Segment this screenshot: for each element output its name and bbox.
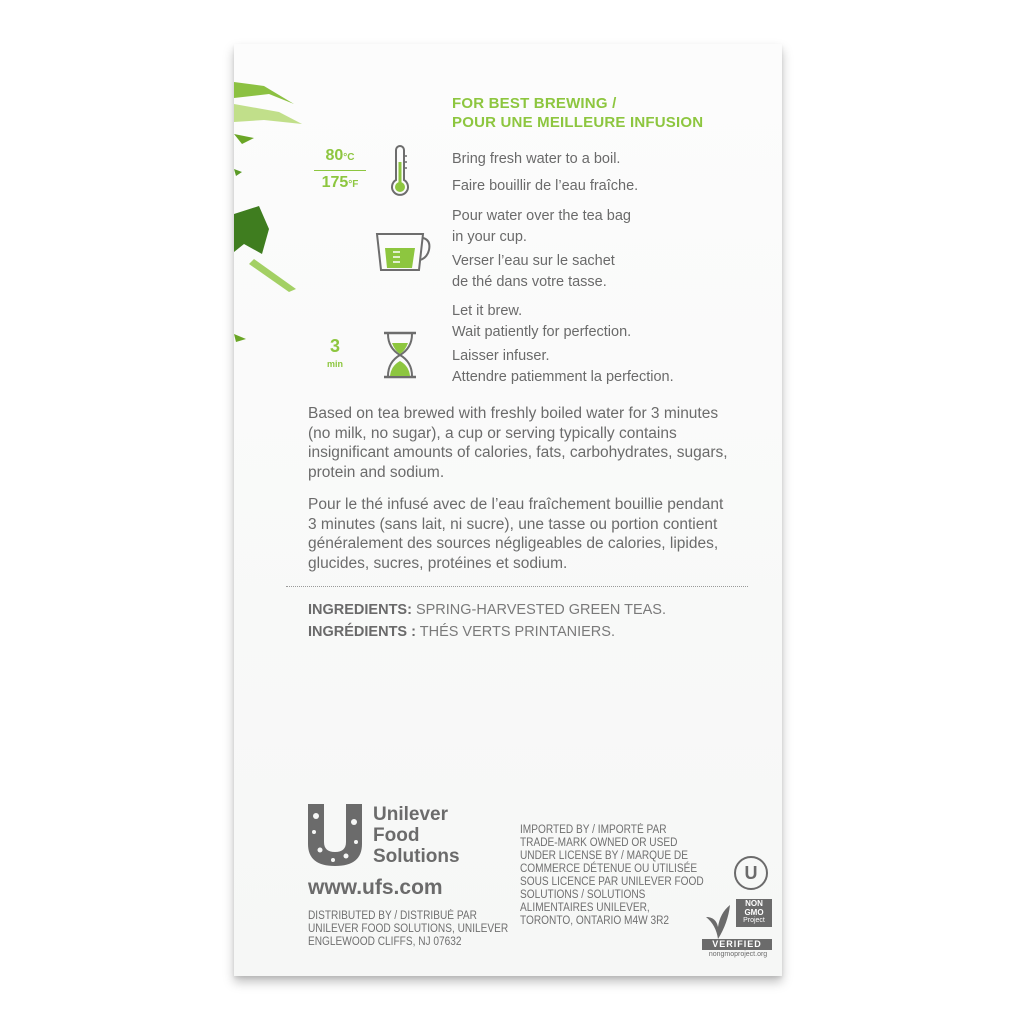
temperature-display [310,147,370,194]
nutrition-fr-line: glucides, sucres, protéines et sodium. [308,554,568,572]
step-boil [452,149,638,197]
distributed-by [308,910,519,949]
step-brew-en-1: Let it brew. [452,303,523,319]
nutrition-text-fr [308,495,778,573]
imported-line: UNDER LICENSE BY / MARQUE DE [520,850,688,862]
distributed-line: ENGLEWOOD CLIFFS, NJ 07632 [308,936,462,948]
step-pour-en-2: in your cup. [452,229,527,245]
step-brew-fr-1: Laisser infuser. [452,348,550,364]
kosher-symbol: U [734,856,768,890]
nutrition-fr-line: 3 minutes (sans lait, ni sucre), une tasse ou portion contient [308,515,718,533]
step-pour-en-1: Pour water over the tea bag [452,208,631,224]
measuring-cup-icon [373,230,433,274]
nongmo-line-2: GMO [744,907,764,917]
nutrition-en-line: insignificant amounts of calories, fats, carbohydrates, sugars, [308,444,728,461]
step-pour-fr-2: de thé dans votre tasse. [452,274,607,290]
nongmo-url: nongmoproject.org [708,951,768,958]
step-pour [452,206,631,293]
temperature-celsius-unit: °C [343,152,355,163]
nutrition-en-line: protein and sodium. [308,463,445,481]
nutrition-en-line: (no milk, no sugar), a cup or serving typically contains [308,424,677,442]
brand-name-line-1: Unilever [373,804,448,825]
imported-line: SOLUTIONS / SOLUTIONS [520,889,646,901]
temperature-fahrenheit: 175 [321,174,349,191]
imported-line: ALIMENTAIRES UNILEVER, [520,902,650,914]
imported-line: TRADE-MARK OWNED OR USED [520,837,678,849]
nongmo-verified: VERIFIED [702,939,772,950]
step-brew-en-2: Wait patiently for perfection. [452,324,632,340]
nongmo-line-1: NON [745,899,763,908]
brew-time-value: 3 [329,336,340,356]
non-gmo-badge [702,899,774,959]
brew-time [318,336,352,370]
brand-name-line-3: Solutions [373,846,460,867]
hourglass-icon [382,330,418,380]
butterfly-leaf-icon [702,903,734,941]
website-link[interactable]: www.ufs.com [308,876,443,899]
imported-line: COMMERCE DÉTENUE OU UTILISÉE [520,863,698,875]
step-brew [452,301,674,388]
step-boil-en: Bring fresh water to a boil. [452,151,621,167]
brewing-heading-line-2: POUR UNE MEILLEURE INFUSION [452,114,704,131]
brew-time-unit: min [326,359,343,369]
dotted-divider [286,586,748,587]
thermometer-icon [388,144,412,200]
brand-name [373,804,460,867]
step-boil-fr: Faire bouillir de l’eau fraîche. [452,178,639,194]
imported-line: SOUS LICENCE PAR UNILEVER FOOD [520,876,704,888]
brewing-heading-line-1: FOR BEST BREWING / [452,95,617,112]
step-pour-fr-1: Verser l’eau sur le sachet [452,253,615,269]
ingredients-en-value: SPRING-HARVESTED GREEN TEAS. [415,602,667,618]
distributed-line: DISTRIBUTED BY / DISTRIBUÉ PAR [308,910,477,922]
nongmo-label [736,899,772,927]
imported-line: IMPORTED BY / IMPORTÉ PAR [520,824,667,836]
nutrition-fr-line: généralement des sources négligeables de calories, lipides, [308,535,719,552]
unilever-u-logo [306,802,364,868]
distributed-line: UNILEVER FOOD SOLUTIONS, UNILEVER [308,923,509,935]
brewing-heading [452,94,703,132]
ingredients-fr-value: THÉS VERTS PRINTANIERS. [419,624,615,640]
imported-by [520,824,705,928]
temperature-celsius: 80 [325,147,344,164]
nutrition-fr-line: Pour le thé infusé avec de l’eau fraîchement bouillie pendant [308,496,724,513]
leaf-splash-decoration [234,64,304,364]
step-brew-fr-2: Attendre patiemment la perfection. [452,369,674,385]
nutrition-en-line: Based on tea brewed with freshly boiled water for 3 minutes [308,405,719,422]
nutrition-text-en [308,404,778,482]
brand-name-line-2: Food [373,825,420,846]
tea-box-back-panel [234,44,782,976]
ingredients-fr-label: INGRÉDIENTS : [308,624,416,640]
nongmo-line-3: Project [743,917,765,924]
temperature-fahrenheit-unit: °F [348,179,359,190]
ingredients-block [308,599,666,643]
ingredients-en-label: INGREDIENTS: [308,602,412,618]
imported-line: TORONTO, ONTARIO M4W 3R2 [520,915,670,927]
